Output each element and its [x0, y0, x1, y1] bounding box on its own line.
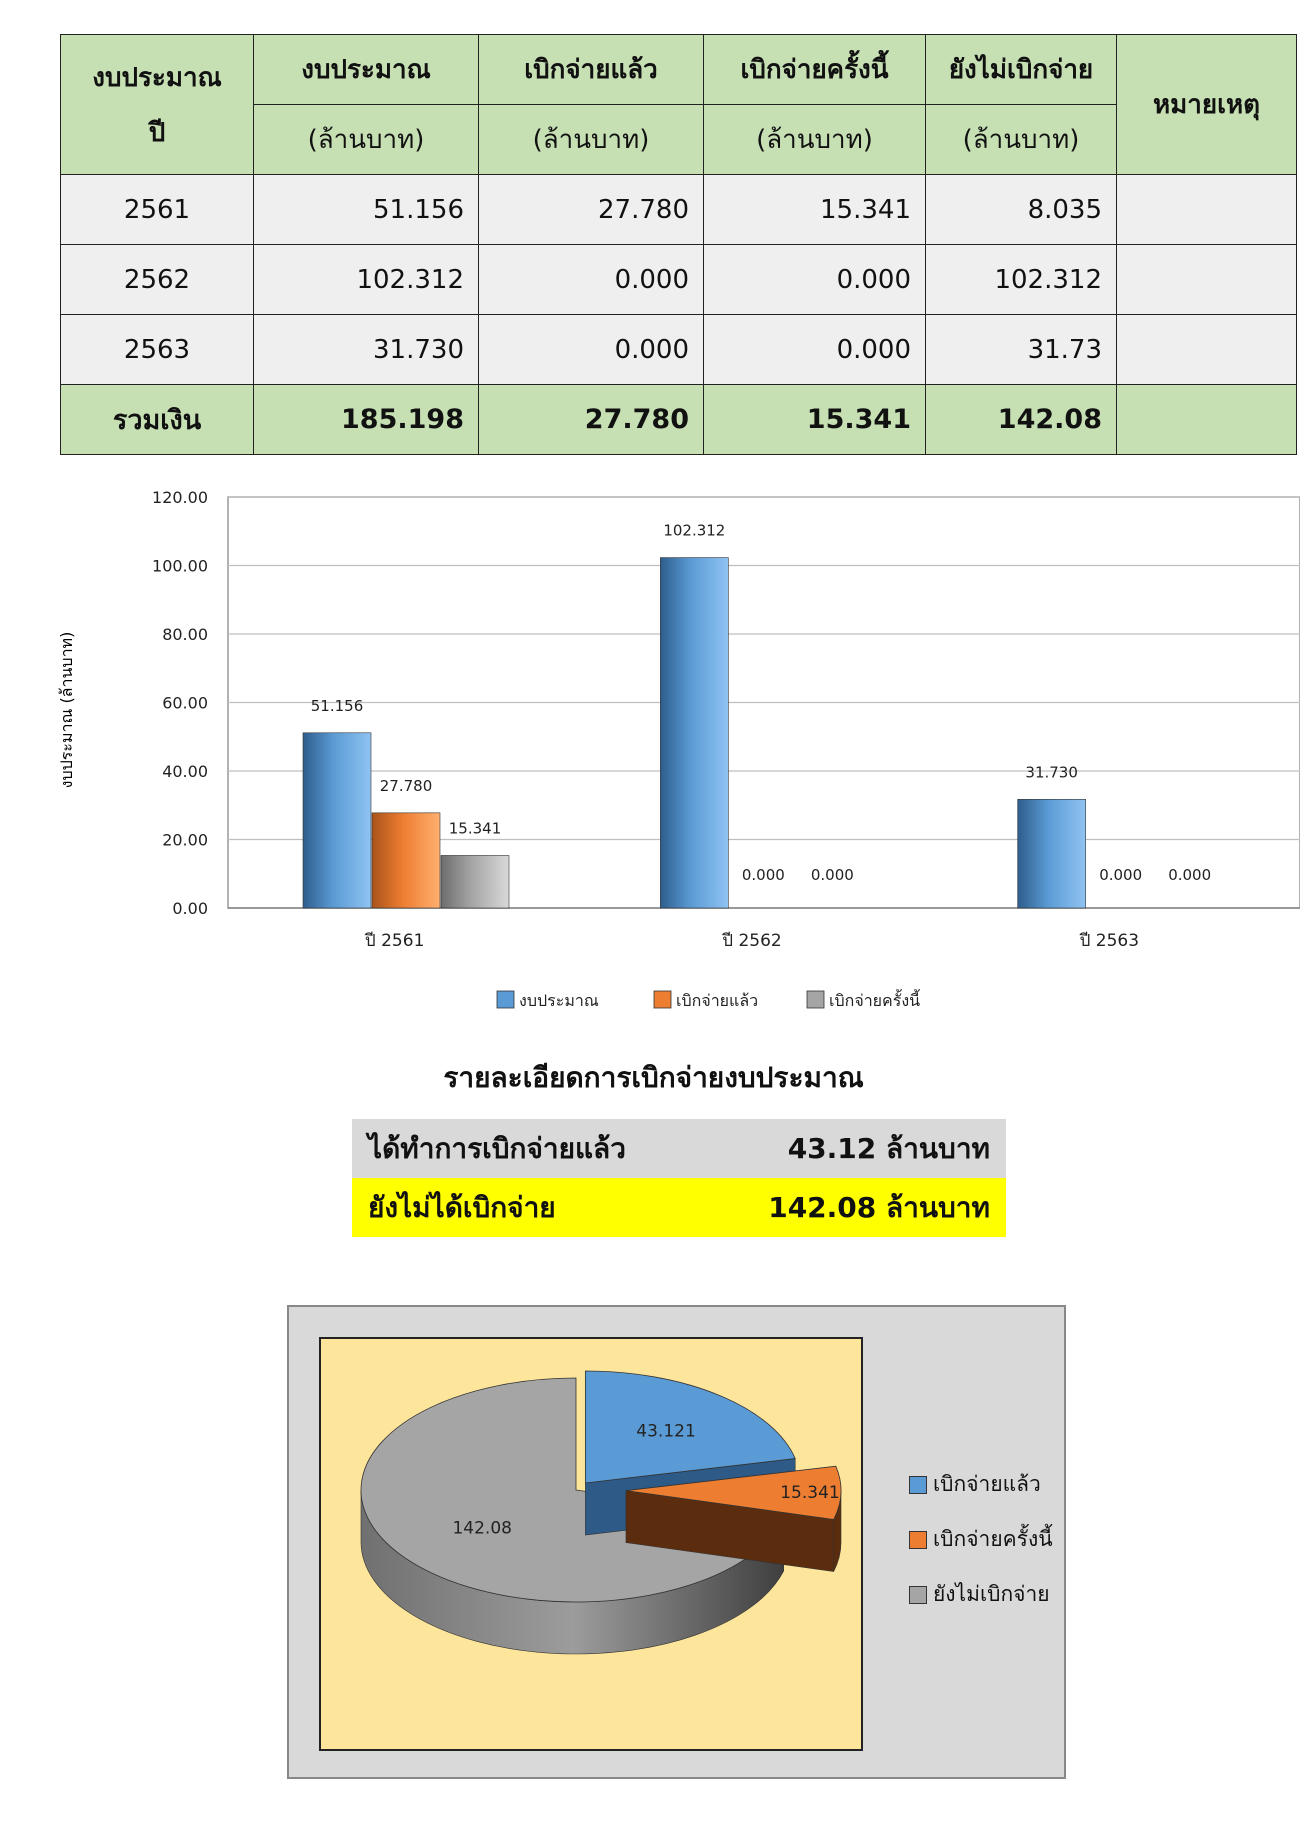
header-budget: งบประมาณ	[254, 35, 479, 105]
summary-paid-value: 43.12 ล้านบาท	[787, 1131, 990, 1165]
summary-paid-row	[352, 1119, 1006, 1178]
header-budget-unit: (ล้านบาท)	[254, 105, 479, 175]
cell-this-time: 15.341	[704, 175, 926, 245]
cell-remaining: 102.312	[926, 245, 1117, 315]
legend-swatch	[909, 1476, 927, 1494]
y-tick-label: 100.00	[152, 556, 208, 576]
header-disbursed: เบิกจ่ายแล้ว	[479, 35, 704, 105]
bar-data-label: 15.341	[448, 819, 502, 838]
cell-budget: 31.730	[254, 315, 479, 385]
total-label: รวมเงิน	[61, 385, 254, 455]
legend-swatch	[497, 991, 514, 1008]
table-row	[61, 245, 1297, 315]
bar-0-2	[441, 855, 509, 908]
y-axis-ticks	[152, 488, 208, 918]
y-tick-label: 80.00	[162, 625, 208, 644]
bar-2-0	[1018, 799, 1086, 908]
legend-label: ยังไม่เบิกจ่าย	[933, 1582, 1050, 1606]
legend-label: เบิกจ่ายครั้งนี้	[933, 1527, 1053, 1551]
header-remaining-unit: (ล้านบาท)	[926, 105, 1117, 175]
legend-label: เบิกจ่ายครั้งนี้	[829, 991, 921, 1010]
bar-data-label: 51.156	[310, 696, 364, 715]
cell-year: 2563	[61, 315, 254, 385]
table-row	[61, 315, 1297, 385]
header-year	[61, 35, 254, 175]
legend	[497, 989, 921, 1010]
pie-chart	[287, 1305, 1066, 1779]
pie-data-label: 15.341	[780, 1482, 840, 1503]
legend-label: เบิกจ่ายแล้ว	[933, 1472, 1041, 1496]
pie-legend-item	[909, 1567, 1053, 1622]
y-tick-label: 0.00	[172, 899, 208, 918]
summary-title: รายละเอียดการเบิกจ่ายงบประมาณ	[443, 1061, 864, 1094]
summary-unpaid-label: ยังไม่ได้เบิกจ่าย	[368, 1190, 556, 1224]
bar-data-label: 0.000	[741, 866, 785, 884]
cell-remaining: 31.73	[926, 315, 1117, 385]
cell-this-time: 0.000	[704, 315, 926, 385]
y-axis-label: งบประมาณ (ล้านบาท)	[57, 631, 76, 789]
summary-unpaid-value: 142.08 ล้านบาท	[768, 1190, 990, 1224]
y-tick-label: 60.00	[162, 693, 208, 713]
pie-plot-area	[319, 1337, 863, 1751]
cell-budget: 102.312	[254, 245, 479, 315]
cell-disbursed: 0.000	[479, 315, 704, 385]
cell-disbursed: 0.000	[479, 245, 704, 315]
summary-box	[352, 1119, 1006, 1237]
cell-remark	[1117, 315, 1297, 385]
header-remark: หมายเหตุ	[1117, 35, 1297, 175]
bar-data-label: 0.000	[1099, 866, 1143, 884]
table-total-row	[61, 385, 1297, 455]
pie-legend	[909, 1457, 1053, 1622]
pie-legend-item	[909, 1457, 1053, 1512]
header-year-line2: ปี	[148, 117, 166, 148]
x-tick-label: ปี 2563	[1079, 931, 1140, 951]
total-this-time: 15.341	[704, 385, 926, 455]
x-tick-label: ปี 2561	[364, 931, 425, 951]
legend-label: เบิกจ่ายแล้ว	[676, 991, 759, 1010]
bar-data-label: 102.312	[663, 521, 726, 540]
bar-data-label: 31.730	[1025, 763, 1078, 782]
pie-svg	[321, 1339, 861, 1749]
header-year-line1: งบประมาณ	[92, 62, 222, 93]
legend-swatch	[909, 1586, 927, 1604]
legend-swatch	[654, 991, 671, 1008]
pie-data-label: 43.121	[636, 1421, 696, 1442]
legend-label: งบประมาณ	[519, 991, 599, 1010]
total-remaining: 142.08	[926, 385, 1117, 455]
total-disbursed: 27.780	[479, 385, 704, 455]
bar-1-0	[660, 558, 728, 908]
y-tick-label: 20.00	[162, 830, 208, 850]
bar-data-label: 0.000	[1168, 866, 1212, 884]
summary-unpaid-row	[352, 1178, 1006, 1237]
cell-remark	[1117, 175, 1297, 245]
x-axis-ticks	[364, 931, 1139, 951]
total-remark	[1117, 385, 1297, 455]
cell-year: 2561	[61, 175, 254, 245]
cell-disbursed: 27.780	[479, 175, 704, 245]
legend-swatch	[807, 991, 824, 1008]
cell-budget: 51.156	[254, 175, 479, 245]
total-budget: 185.198	[254, 385, 479, 455]
cell-year: 2562	[61, 245, 254, 315]
bar-chart	[50, 480, 1300, 1020]
header-remaining: ยังไม่เบิกจ่าย	[926, 35, 1117, 105]
table-row	[61, 175, 1297, 245]
bar-0-0	[303, 733, 371, 908]
bar-data-label: 27.780	[379, 776, 433, 795]
y-tick-label: 40.00	[162, 762, 208, 781]
y-tick-label: 120.00	[152, 488, 208, 507]
cell-remaining: 8.035	[926, 175, 1117, 245]
bar-data-label: 0.000	[810, 866, 854, 884]
legend-swatch	[909, 1531, 927, 1549]
bar-0-1	[372, 813, 440, 908]
pie-legend-item	[909, 1512, 1053, 1567]
x-tick-label: ปี 2562	[722, 931, 782, 951]
header-disbursed-unit: (ล้านบาท)	[479, 105, 704, 175]
cell-remark	[1117, 245, 1297, 315]
summary-paid-label: ได้ทำการเบิกจ่ายแล้ว	[368, 1131, 626, 1165]
cell-this-time: 0.000	[704, 245, 926, 315]
header-this-time: เบิกจ่ายครั้งนี้	[704, 35, 926, 105]
pie-data-label: 142.08	[452, 1518, 512, 1539]
header-this-time-unit: (ล้านบาท)	[704, 105, 926, 175]
budget-table	[60, 34, 1297, 455]
